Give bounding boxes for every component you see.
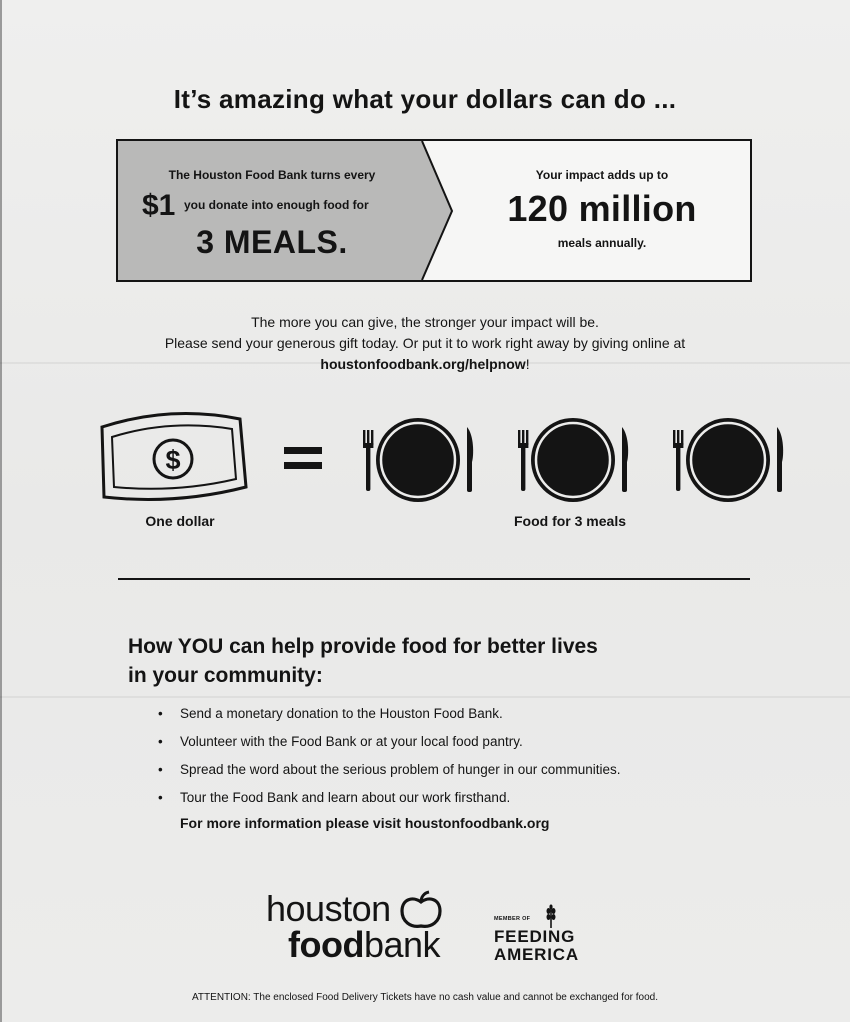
give-paragraph (0, 312, 850, 375)
fork-icon (518, 430, 528, 491)
feeding-america-logo (494, 904, 604, 966)
give-url-suffix: ! (525, 356, 530, 372)
one-dollar-caption: One dollar (145, 513, 215, 529)
wheat-icon (545, 904, 557, 928)
place-setting (518, 418, 628, 502)
help-item-tour: • Tour the Food Bank and learn about our work firsthand. (158, 788, 778, 816)
give-line2: Please send your generous gift today. Or put it to work right away by giving online at (164, 335, 686, 351)
plate-icon (376, 418, 460, 502)
per-dollar-line2: you donate into enough food for (184, 198, 369, 212)
america-word: AMERICA (494, 945, 579, 964)
logo-word-houston: houston (266, 888, 391, 929)
help-heading-line2: in your community: (128, 664, 323, 687)
headline: It’s amazing what your dollars can do ... (173, 84, 677, 114)
feeding-word: FEEDING (494, 927, 576, 946)
plate-icon (686, 418, 770, 502)
fold-line (0, 696, 850, 698)
logo-word-bank: bank (363, 924, 441, 965)
attention-notice: ATTENTION: The enclosed Food Delivery Tickets have no cash value and cannot be exchanged for food. (192, 992, 658, 1003)
food-for-3-meals-caption: Food for 3 meals (513, 513, 627, 529)
plate-icon (531, 418, 615, 502)
annual-impact-panel (456, 141, 748, 280)
more-info-link[interactable]: For more information please visit houstonfoodbank.org (180, 815, 550, 831)
fork-icon (673, 430, 683, 491)
help-item-spread-word: • Spread the word about the serious problem of hunger in our communities. (158, 760, 778, 788)
logo-word-foodbank (288, 926, 440, 964)
annual-impact-line1: Your impact adds up to (535, 168, 669, 182)
annual-impact-line2: meals annually. (557, 236, 647, 250)
help-list (158, 704, 778, 816)
helpnow-link[interactable]: houstonfoodbank.org/helpnow (320, 356, 526, 372)
knife-icon (777, 427, 783, 492)
knife-icon (622, 427, 628, 492)
fork-icon (363, 430, 373, 491)
equation-graphic (0, 405, 850, 510)
annual-impact-number: 120 million (507, 188, 697, 229)
per-dollar-panel (118, 141, 448, 280)
one-dollar-amount: $1 (142, 189, 176, 222)
place-setting (363, 418, 473, 502)
knife-icon (467, 427, 473, 492)
help-item-donate: • Send a monetary donation to the Houston Food Bank. (158, 704, 778, 732)
dollar-equals-meals (0, 405, 850, 535)
give-line1: The more you can give, the stronger your impact will be. (251, 314, 599, 330)
dollar-bill-icon (102, 414, 246, 500)
three-meals-text: 3 MEALS. (196, 224, 348, 260)
section-divider (118, 578, 750, 580)
impact-box (116, 139, 752, 282)
logo-word-food: food (288, 924, 364, 965)
help-heading-line1: How YOU can help provide food for better lives (128, 635, 598, 658)
member-of-label: MEMBER OF (494, 916, 531, 922)
help-heading (128, 632, 748, 690)
give-url-line (0, 354, 850, 375)
per-dollar-line1: The Houston Food Bank turns every (168, 168, 376, 182)
dollar-symbol: $ (165, 445, 181, 475)
place-setting (673, 418, 783, 502)
help-item-volunteer: • Volunteer with the Food Bank or at your local food pantry. (158, 732, 778, 760)
equals-icon (284, 447, 322, 469)
houston-food-bank-logo (266, 890, 481, 970)
